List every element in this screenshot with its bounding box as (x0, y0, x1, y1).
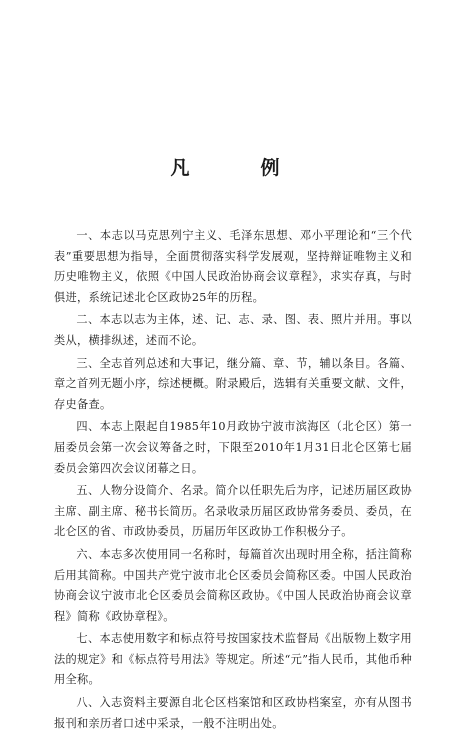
page-title: 凡 例 (170, 157, 306, 179)
paragraph-7: 七、本志使用数字和标点符号按国家技术监督局《出版物上数字用法的规定》和《标点符号用法》等规定。所述“元”指人民币，其他币种用全称。 (54, 632, 412, 687)
paragraph-5: 五、人物分设简介、名录。简介以任职先后为序，记述历届区政协主席、副主席、秘书长简历。名录收录历届区政协常务委员、委员，在北仑区的省、市政协委员，历届历年区政协工作积极分子。 (54, 484, 412, 539)
paragraph-8: 八、入志资料主要源自北仑区档案馆和区政协档案室，亦有从图书报刊和亲历者口述中采录，一般不注明出处。 (54, 696, 412, 730)
document-body (54, 226, 412, 736)
paragraph-4: 四、本志上限起自1985年10月政协宁波市滨海区（北仑区）第一届委员会第一次会议筹备之时，下限至2010年1月31日北仑区第七届委员会第四次会议闭幕之日。 (54, 420, 412, 475)
paragraph-3: 三、全志首列总述和大事记，继分篇、章、节，辅以条目。各篇、章之首列无题小序，综述梗概。附录殿后，选辑有关重要文献、文件，存史备查。 (54, 356, 412, 411)
paragraph-6: 六、本志多次使用同一名称时，每篇首次出现时用全称，括注简称后用其简称。中国共产党宁波市北仑区委员会简称区委。中国人民政治协商会议宁波市北仑区委员会简称区政协。《中国人民政治协商会议章程》简称《政协章程》。 (54, 547, 412, 623)
paragraph-2: 二、本志以志为主体，述、记、志、录、图、表、照片并用。事以类从，横排纵述，述而不论。 (54, 313, 412, 347)
paragraph-1: 一、本志以马克思列宁主义、毛泽东思想、邓小平理论和“三个代表”重要思想为指导，全面贯彻落实科学发展观，坚持辩证唯物主义和历史唯物主义，依照《中国人民政治协商会议章程》，求实存真，与时俱进，系统记述北仑区政协25年的历程。 (54, 229, 412, 304)
